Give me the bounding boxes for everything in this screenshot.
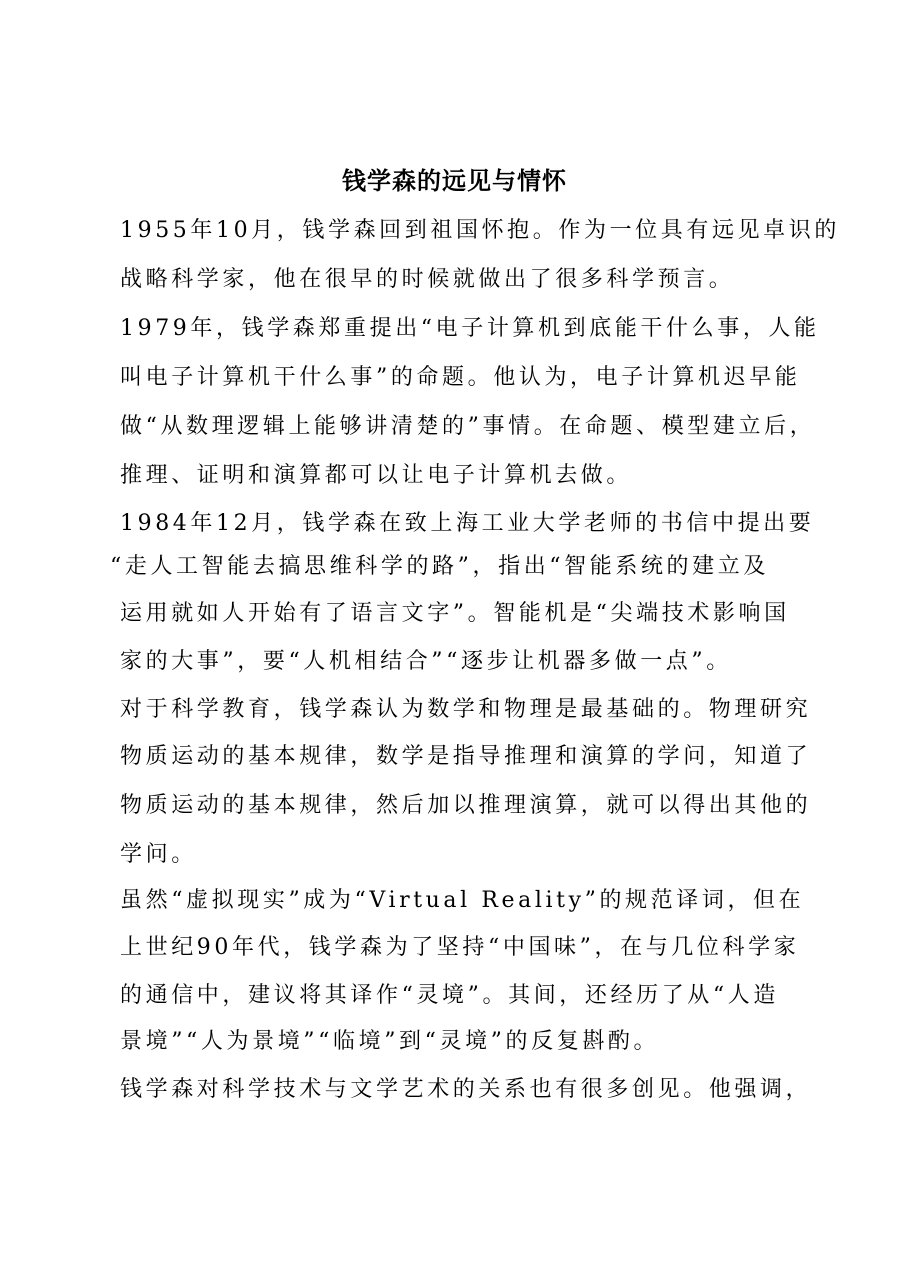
text-line: 做“从数理逻辑上能够讲清楚的”事情。在命题、模型建立后， (120, 414, 816, 439)
text-line: 的通信中，建议将其译作“灵境”。其间，还经历了从“人造 (120, 983, 779, 1008)
text-line: 对于科学教育，钱学森认为数学和物理是最基础的。物理研究 (120, 697, 812, 722)
text-line: “走人工智能去搞思维科学的路”，指出“智能系统的建立及 (110, 554, 769, 579)
text-line: 战略科学家，他在很早的时候就做出了很多科学预言。 (120, 267, 735, 292)
text-line: 上世纪90年代，钱学森为了坚持“中国味”，在与几位科学家 (120, 935, 800, 960)
text-line: 景境”“人为景境”“临境”到“灵境”的反复斟酌。 (120, 1029, 660, 1054)
text-line: 1955年10月，钱学森回到祖国怀抱。作为一位具有远见卓识的 (120, 218, 840, 243)
text-line: 1984年12月，钱学森在致上海工业大学老师的书信中提出要 (120, 511, 815, 536)
text-line: 1979年，钱学森郑重提出“电子计算机到底能干什么事，人能 (120, 316, 820, 341)
text-line: 推理、证明和演算都可以让电子计算机去做。 (120, 463, 633, 488)
text-line: 学问。 (120, 842, 197, 867)
document-title: 钱学森的远见与情怀 (342, 166, 567, 195)
text-line: 物质运动的基本规律，然后加以推理演算，就可以得出其他的 (120, 793, 812, 818)
text-line: 虽然“虚拟现实”成为“Virtual Reality”的规范译词，但在 (120, 888, 805, 913)
text-line: 钱学森对科学技术与文学艺术的关系也有很多创见。他强调， (120, 1077, 812, 1102)
text-line: 物质运动的基本规律，数学是指导推理和演算的学问，知道了 (120, 744, 812, 769)
text-line: 运用就如人开始有了语言文字”。智能机是“尖端技术影响国 (120, 601, 790, 626)
text-line: 家的大事”，要“人机相结合”“逐步让机器多做一点”。 (120, 649, 732, 674)
text-line: 叫电子计算机干什么事”的命题。他认为，电子计算机迟早能 (120, 365, 801, 390)
